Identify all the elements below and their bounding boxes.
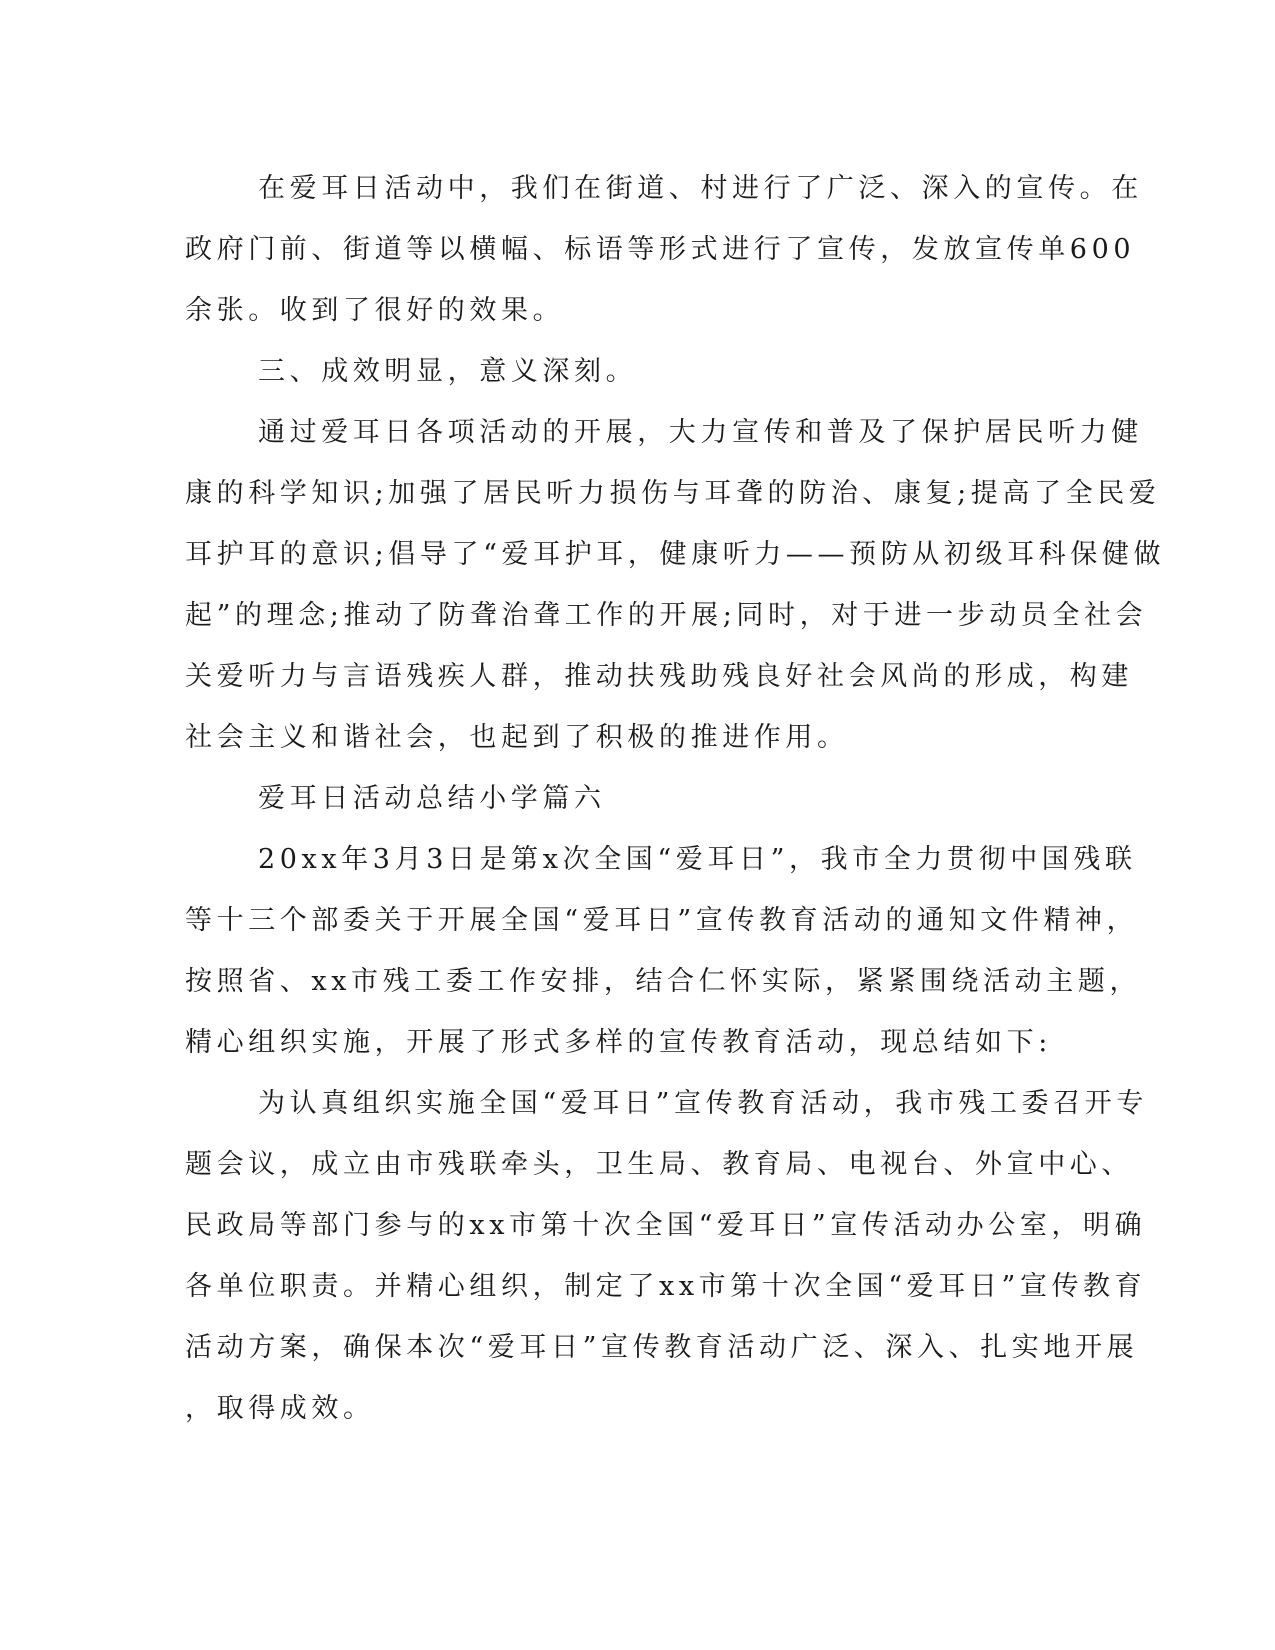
paragraph-line: 关爱听力与言语残疾人群，推动扶残助残良好社会风尚的形成，构建 [185,661,1133,692]
paragraph-line: 等十三个部委关于开展全国“爱耳日”宣传教育活动的通知文件精神， [185,905,1139,936]
paragraph-line: 政府门前、街道等以横幅、标语等形式进行了宣传，发放宣传单600 [185,234,1136,265]
document-body [185,158,1166,1439]
paragraph-line: 民政局等部门参与的xx市第十次全国“爱耳日”宣传活动办公室，明确 [185,1210,1147,1241]
paragraph-line: 社会主义和谐社会，也起到了积极的推进作用。 [185,722,849,753]
paragraph-line: 康的科学知识;加强了居民听力损伤与耳聋的防治、康复;提高了全民爱 [185,478,1161,509]
paragraph-line: 活动方案，确保本次“爱耳日”宣传教育活动广泛、深入、扎实地开展 [185,1332,1139,1363]
paragraph-line: 精心组织实施，开展了形式多样的宣传教育活动，现总结如下: [185,1027,1052,1058]
section-heading: 三、成效明显，意义深刻。 [258,356,638,387]
paragraph-line: 20xx年3月3日是第x次全国“爱耳日”，我市全力贯彻中国残联 [258,844,1137,875]
paragraph-line: 耳护耳的意识;倡导了“爱耳护耳，健康听力——预防从初级耳科保健做 [185,539,1166,570]
paragraph-line: 各单位职责。并精心组织，制定了xx市第十次全国“爱耳日”宣传教育 [185,1271,1147,1302]
paragraph-line: 起”的理念;推动了防聋治聋工作的开展;同时，对于进一步动员全社会 [185,600,1148,631]
section-title: 爱耳日活动总结小学篇六 [258,783,606,814]
paragraph-line: 按照省、xx市残工委工作安排，结合仁怀实际，紧紧围绕活动主题， [185,966,1142,997]
paragraph-line: 为认真组织实施全国“爱耳日”宣传教育活动，我市残工委召开专 [258,1088,1149,1119]
paragraph-line: ，取得成效。 [185,1393,375,1424]
paragraph-line: 在爱耳日活动中，我们在街道、村进行了广泛、深入的宣传。在 [258,173,1143,204]
paragraph-line: 题会议，成立由市残联牵头，卫生局、教育局、电视台、外宣中心、 [185,1149,1133,1180]
paragraph-line: 余张。收到了很好的效果。 [185,295,565,326]
paragraph-line: 通过爱耳日各项活动的开展，大力宣传和普及了保护居民听力健 [258,417,1143,448]
